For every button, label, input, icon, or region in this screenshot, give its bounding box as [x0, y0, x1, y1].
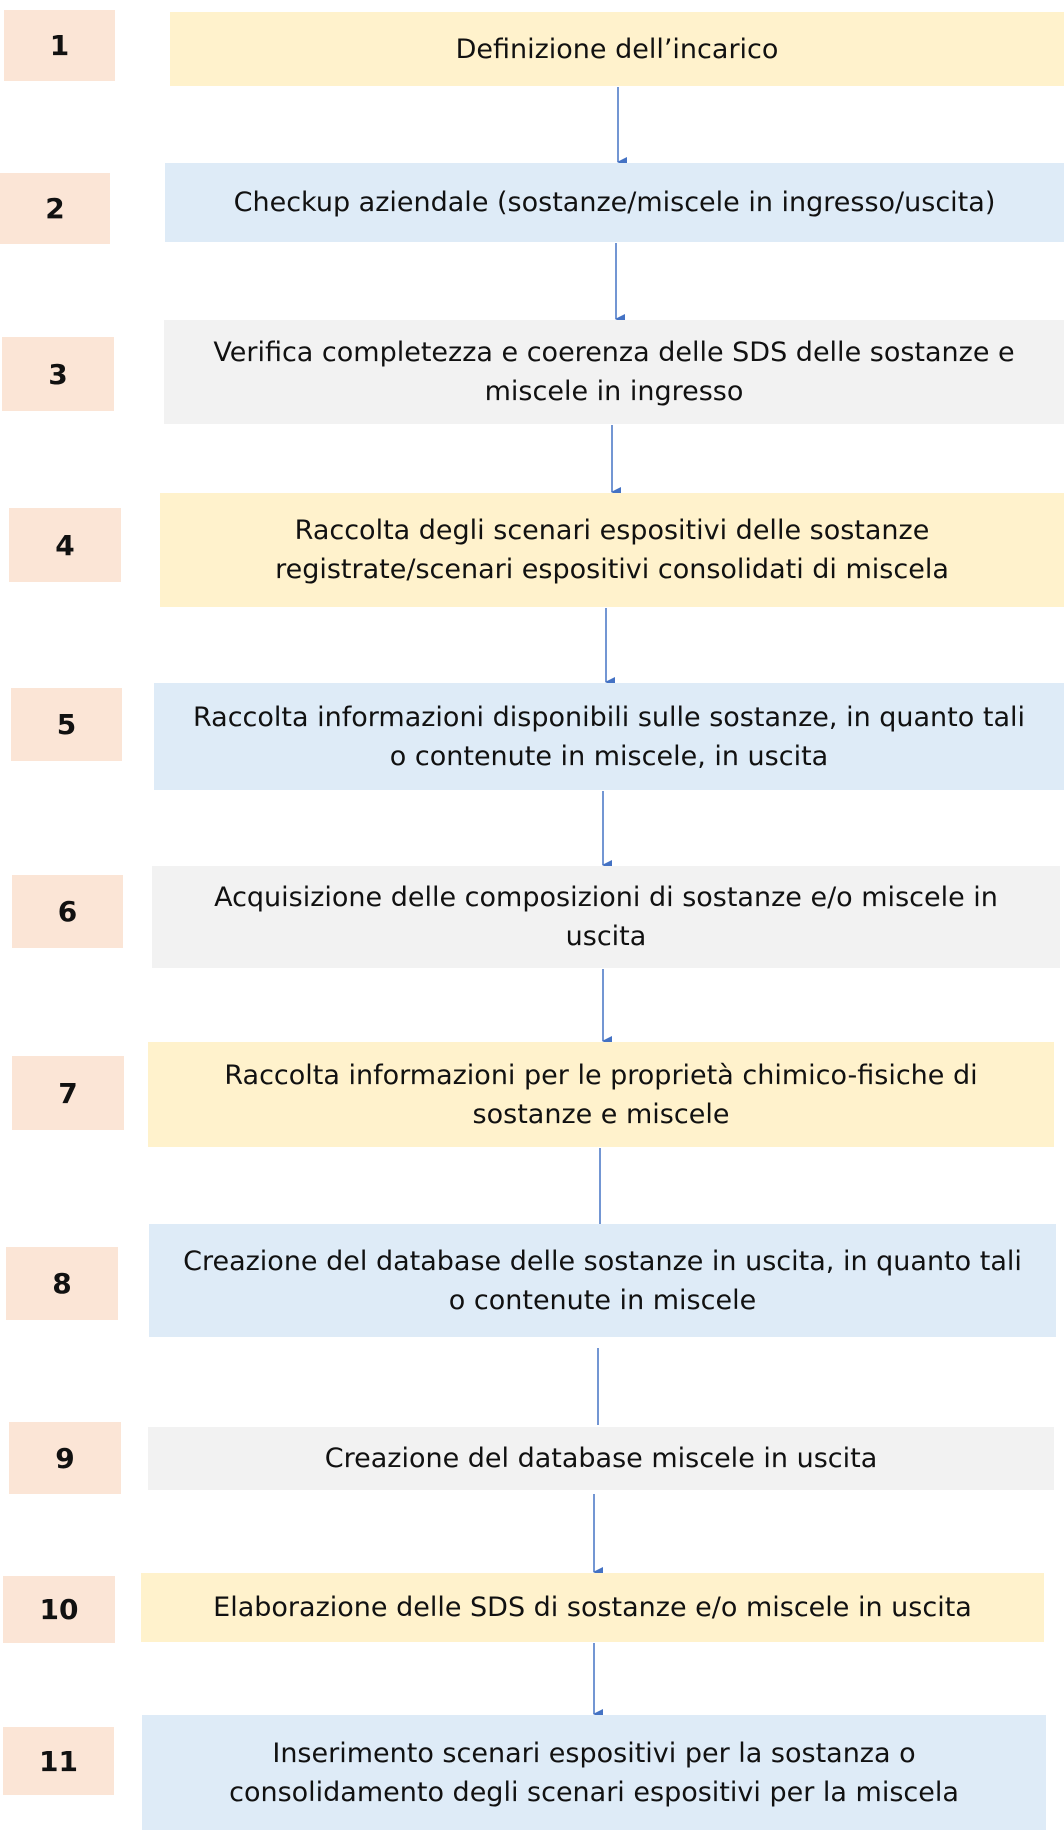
step-number-6: 6 [12, 875, 123, 948]
step-box-6: Acquisizione delle composizioni di sostanze e/o miscele in uscita [152, 866, 1060, 968]
step-number-11: 11 [3, 1727, 114, 1795]
step-number-10: 10 [3, 1576, 115, 1643]
step-box-2: Checkup aziendale (sostanze/miscele in ingresso/uscita) [165, 163, 1064, 242]
step-box-10: Elaborazione delle SDS di sostanze e/o miscele in uscita [141, 1573, 1044, 1642]
step-box-11: Inserimento scenari espositivi per la sostanza o consolidamento degli scenari espositivi per la miscela [142, 1715, 1046, 1830]
step-box-4: Raccolta degli scenari espositivi delle sostanze registrate/scenari espositivi consolidati di miscela [160, 493, 1064, 607]
step-number-4: 4 [9, 508, 121, 582]
step-number-2: 2 [0, 173, 110, 244]
step-box-5: Raccolta informazioni disponibili sulle sostanze, in quanto tali o contenute in miscele, in uscita [154, 683, 1064, 790]
step-box-9: Creazione del database miscele in uscita [148, 1427, 1054, 1490]
step-number-9: 9 [9, 1422, 121, 1494]
step-number-1: 1 [4, 10, 115, 81]
step-number-7: 7 [12, 1056, 124, 1130]
step-box-7: Raccolta informazioni per le proprietà chimico-fisiche di sostanze e miscele [148, 1042, 1054, 1147]
step-number-3: 3 [2, 337, 114, 411]
step-box-8: Creazione del database delle sostanze in uscita, in quanto tali o contenute in miscele [149, 1224, 1056, 1337]
step-number-5: 5 [11, 688, 122, 761]
step-box-3: Verifica completezza e coerenza delle SDS delle sostanze e miscele in ingresso [164, 320, 1064, 424]
step-number-8: 8 [6, 1247, 118, 1320]
step-box-1: Definizione dell’incarico [170, 12, 1064, 86]
